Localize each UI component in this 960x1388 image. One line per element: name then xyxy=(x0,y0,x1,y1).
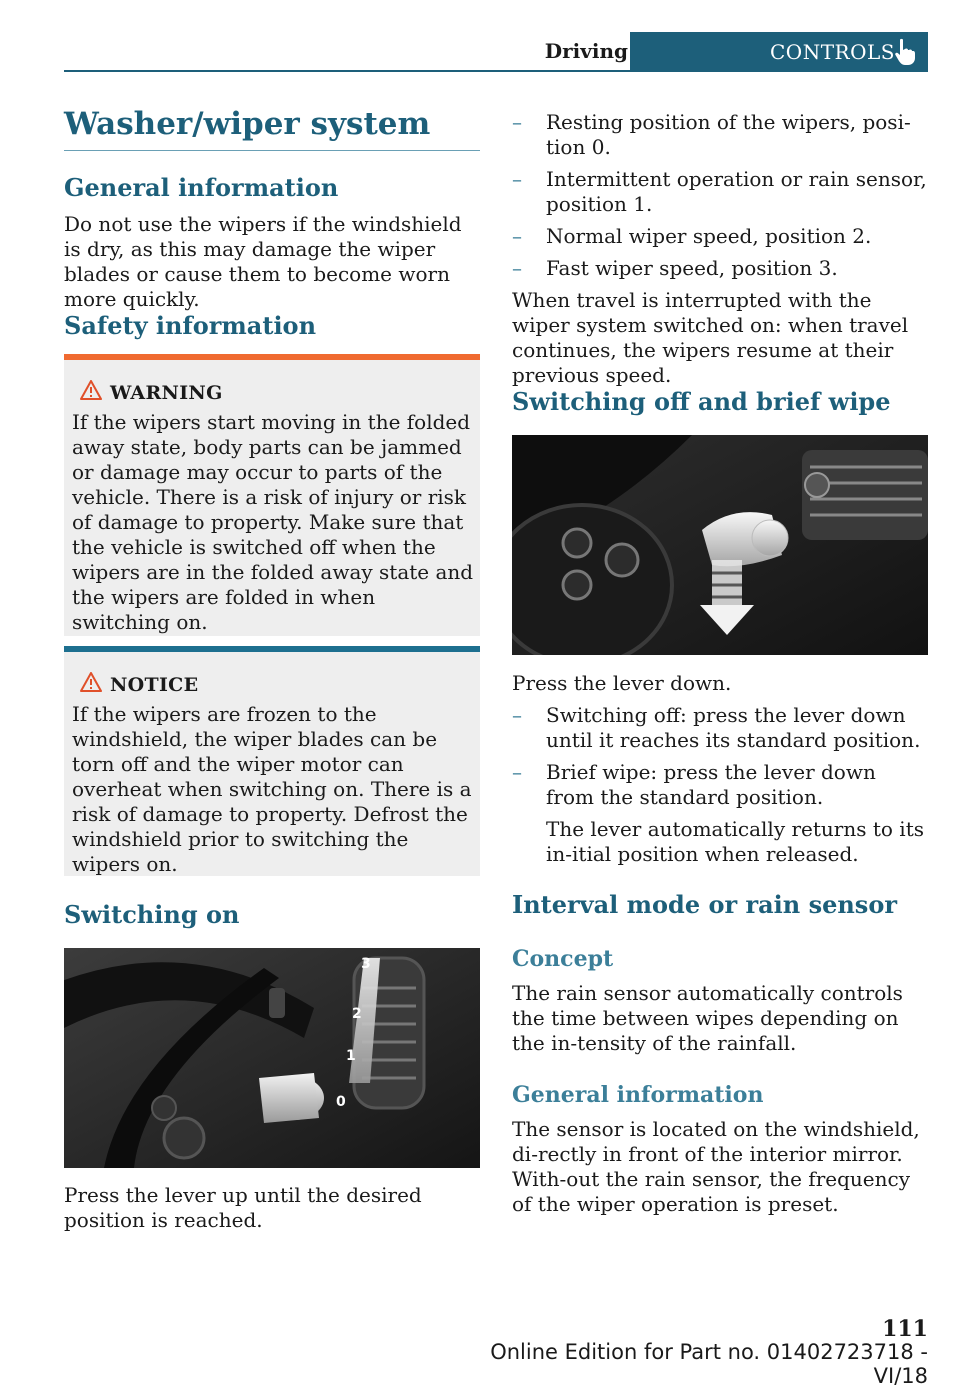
interrupted-text: When travel is interrupted with the wiper system switched on: when travel continues, the wipers resume at their previous speed. xyxy=(512,288,909,387)
hand-pointer-icon xyxy=(894,38,916,66)
position-item-3-text: Fast wiper speed, position 3. xyxy=(546,256,838,280)
position-item-3: – Fast wiper speed, position 3. xyxy=(512,256,838,280)
switching-off-note: The lever automatically returns to its in-itial position when released. xyxy=(546,817,924,866)
warning-callout xyxy=(64,354,480,636)
footer-edition: Online Edition for Part no. 01402723718 - VI/18 xyxy=(490,1340,928,1388)
concept-heading: Concept xyxy=(512,946,614,972)
general-information-text-2: The sensor is located on the windshield, di-rectly in front of the interior mirror. With-out the rain sensor, the frequency of the wiper operation is preset. xyxy=(512,1117,920,1216)
switching-on-caption: Press the lever up until the desired position is reached. xyxy=(64,1183,422,1232)
position-label-1: 1 xyxy=(346,1048,356,1064)
position-item-1: – Intermittent operation or rain sensor, position 1. xyxy=(512,167,927,216)
position-item-2-text: Normal wiper speed, position 2. xyxy=(546,224,872,248)
position-item-1-text: Intermittent operation or rain sensor, position 1. xyxy=(546,167,927,216)
lever-down-illustration xyxy=(512,435,928,655)
lever-up-illustration xyxy=(64,948,480,1168)
switching-off-item-0: – Switching off: press the lever down until it reaches its standard position. xyxy=(512,703,921,752)
header-chapter-box xyxy=(630,32,928,72)
notice-text: If the wipers are frozen to the windshield, the wiper blades can be torn off and the wiper motor can overheat when switching on. There is a risk of damage to property. Defrost the windshield prior to switching the wipers on. xyxy=(72,702,472,876)
switching-off-image xyxy=(512,435,928,655)
notice-bar xyxy=(64,646,480,652)
notice-callout xyxy=(64,646,480,876)
warning-bar xyxy=(64,354,480,360)
header-chapter: CONTROLS xyxy=(770,40,895,64)
concept-text: The rain sensor automatically controls the time between wipes depending on the in-tensity of the rainfall. xyxy=(512,981,903,1055)
position-label-2: 2 xyxy=(352,1006,362,1022)
warning-text: If the wipers start moving in the folded away state, body parts can be jammed or damage may occur to parts of the vehicle. There is a risk of injury or risk of damage to property. Make sure that the vehicle is switched off when the wipers are in the folded away state and the wipers are folded in when switching on. xyxy=(72,410,474,634)
position-item-0-text: Resting position of the wipers, posi-tion 0. xyxy=(546,110,911,159)
switching-off-item-1-text: Brief wipe: press the lever down from the standard position. xyxy=(546,760,876,809)
page-number: 111 xyxy=(882,1316,928,1342)
position-label-0: 0 xyxy=(336,1094,346,1110)
switching-off-intro: Press the lever down. xyxy=(512,671,732,695)
interval-mode-heading: Interval mode or rain sensor xyxy=(512,890,897,919)
switching-off-item-0-text: Switching off: press the lever down until it reaches its standard position. xyxy=(546,703,921,752)
warning-triangle-icon xyxy=(80,380,102,400)
general-information-heading: General information xyxy=(64,173,339,202)
position-item-0: – Resting position of the wipers, posi-tion 0. xyxy=(512,110,911,159)
position-label-3: 3 xyxy=(361,956,371,972)
switching-on-image xyxy=(64,948,480,1168)
warning-label: WARNING xyxy=(110,382,223,404)
title-rule xyxy=(64,150,480,151)
general-information-heading-2: General information xyxy=(512,1082,764,1108)
position-item-2: – Normal wiper speed, position 2. xyxy=(512,224,872,248)
notice-triangle-icon xyxy=(80,672,102,692)
header-section: Driving xyxy=(544,39,628,63)
switching-off-item-1: – Brief wipe: press the lever down from the standard position. xyxy=(512,760,876,809)
page-title: Washer/wiper system xyxy=(64,106,431,142)
notice-label: NOTICE xyxy=(110,674,199,696)
safety-information-heading: Safety information xyxy=(64,311,317,340)
general-information-text: Do not use the wipers if the windshield is dry, as this may damage the wiper blades or cause them to become worn more quickly. xyxy=(64,212,462,311)
switching-off-heading: Switching off and brief wipe xyxy=(512,387,891,416)
switching-on-heading: Switching on xyxy=(64,900,240,929)
